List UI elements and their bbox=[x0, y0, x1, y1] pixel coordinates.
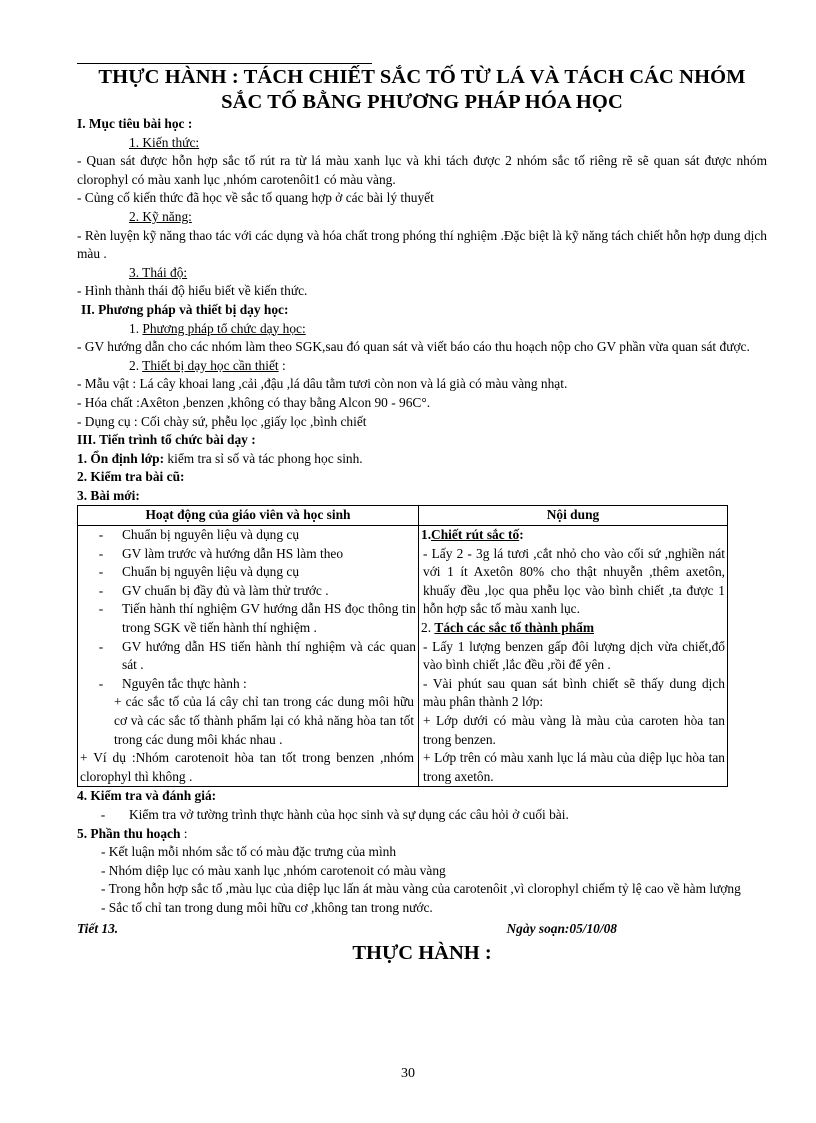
lesson-footer bbox=[77, 920, 767, 939]
document-page bbox=[77, 60, 767, 963]
lesson-table bbox=[77, 505, 728, 787]
attitude-label: 3. Thái độ: bbox=[129, 264, 188, 280]
bullet-dash: - bbox=[100, 806, 106, 822]
section-1-heading: I. Mục tiêu bài học : bbox=[77, 116, 193, 131]
stabilize-class-label: 1. Ổn định lớp: bbox=[77, 450, 165, 466]
activity-item bbox=[80, 563, 416, 582]
extraction-heading bbox=[421, 526, 725, 545]
harvest-item: - Nhóm diệp lục có màu xanh lục ,nhóm carotenoit có màu vàng bbox=[101, 862, 446, 878]
harvest-item: - Kết luận mỗi nhóm sắc tố có màu đặc trưng của mình bbox=[101, 844, 397, 860]
extraction-text: - Lấy 2 - 3g lá tươi ,cắt nhỏ cho vào cối sứ ,nghiền nát với 1 ít Axetôn 80% cho thật nhuyễn ,thêm axetôn, khuấy đều ,lọc qua phễu lọc vào bình chiết ,ta được 1 hỗn hợp sắc tố màu xanh lục. bbox=[423, 545, 725, 617]
equipment-colon: : bbox=[278, 357, 286, 373]
section-3-heading: III. Tiến trình tổ chức bài dạy : bbox=[77, 432, 256, 448]
extraction-label: Chiết rút sắc tố bbox=[431, 527, 520, 543]
attitude-paragraph-1: - Hình thành thái độ hiểu biết về kiến thức. bbox=[77, 283, 308, 299]
stabilize-class-row bbox=[77, 450, 767, 469]
extraction-number: 1. bbox=[421, 527, 432, 543]
page-number: 30 bbox=[401, 1066, 415, 1081]
method-paragraph-1: - GV hướng dẫn cho các nhóm làm theo SGK,sau đó quan sát và viết báo cáo thu hoạch nộp cho GV phần vừa quan sát được. bbox=[77, 339, 750, 355]
activity-text: Chuẩn bị nguyên liệu và dụng cụ bbox=[122, 564, 300, 580]
separation-number: 2. bbox=[421, 620, 432, 636]
title-line-2: SẮC TỐ BẰNG PHƯƠNG PHÁP HÓA HỌC bbox=[221, 91, 623, 113]
method-label: Phương pháp tổ chức dạy học: bbox=[142, 320, 306, 336]
skills-label-row bbox=[77, 208, 767, 227]
bullet-dash: - bbox=[98, 527, 104, 543]
activity-text: GV làm trước và hướng dẫn HS làm theo bbox=[122, 545, 344, 561]
old-lesson-check-heading: 2. Kiểm tra bài cũ: bbox=[77, 469, 185, 485]
knowledge-paragraph-2: - Củng cố kiến thức đã học về sắc tố quang hợp ở các bài lý thuyết bbox=[77, 190, 434, 206]
bullet-dash: - bbox=[98, 582, 104, 598]
stabilize-class-text: kiểm tra sỉ số và tác phong học sinh. bbox=[164, 450, 363, 466]
content-cell bbox=[419, 526, 728, 787]
method-number: 1. bbox=[129, 320, 140, 336]
separation-label: Tách các sắc tố thành phẩm bbox=[434, 620, 594, 636]
activity-text: Nguyên tắc thực hành : bbox=[122, 675, 247, 691]
attitude-label-row bbox=[77, 264, 767, 283]
assessment-item bbox=[77, 806, 767, 825]
separation-lower-layer: + Lớp dưới có màu vàng là màu của caroten hòa tan trong benzen. bbox=[423, 713, 725, 747]
section-4-heading: 4. Kiểm tra và đánh giá: bbox=[77, 788, 217, 804]
next-lesson-title: THỰC HÀNH : bbox=[352, 942, 492, 965]
equipment-paragraph-2: - Hóa chất :Axêton ,benzen ,không có thay bằng Alcon 90 - 96C°. bbox=[77, 394, 431, 410]
example-note: + Ví dụ :Nhóm carotenoit hòa tan tốt trong benzen ,nhóm clorophyl thì không . bbox=[80, 750, 414, 784]
principle-note: + các sắc tố của lá cây chỉ tan trong các dung môi hữu cơ và các sắc tố thành phẩm lại có khả năng hòa tan tốt trong các dung môi khác nhau . bbox=[114, 694, 414, 747]
skills-label: 2. Kỹ năng: bbox=[129, 208, 192, 224]
harvest-item: - Trong hỗn hợp sắc tố ,màu lục của diệp lục lấn át màu vàng của carotenôit ,vì clorophyl chiếm tỷ lệ cao về hàm lượng bbox=[101, 881, 741, 897]
separation-upper-layer: + Lớp trên có màu xanh lục lá màu của diệp lục hòa tan trong axetôn. bbox=[423, 750, 725, 784]
harvest-item: - Sắc tố chỉ tan trong dung môi hữu cơ ,không tan trong nước. bbox=[101, 899, 433, 915]
equipment-label-row bbox=[77, 357, 767, 376]
knowledge-paragraph-1: - Quan sát được hỗn hợp sắc tố rút ra từ lá màu xanh lục và khi tách được 2 nhóm sắc tố riêng rẽ sẽ quan sát được nhóm clorophyl có màu xanh lục ,nhóm carotenôit1 có màu vàng. bbox=[77, 153, 767, 187]
knowledge-label-row bbox=[77, 134, 767, 153]
activity-item bbox=[80, 526, 416, 545]
title-line-1: THỰC HÀNH : TÁCH CHIẾT SẮC TỐ TỪ LÁ VÀ TÁCH CÁC NHÓM bbox=[98, 66, 746, 88]
table-row bbox=[78, 526, 728, 787]
equipment-paragraph-1: - Mẫu vật : Lá cây khoai lang ,cải ,đậu ,lá dâu tằm tươi còn non và lá già có màu vàng nhạt. bbox=[77, 376, 568, 392]
bullet-dash: - bbox=[98, 675, 104, 691]
equipment-number: 2. bbox=[129, 357, 140, 373]
separation-heading bbox=[421, 619, 725, 638]
activity-text: GV hướng dẫn HS tiến hành thí nghiệm và các quan sát . bbox=[122, 638, 416, 673]
activity-item bbox=[80, 675, 416, 694]
prep-date: Ngày soạn:05/10/08 bbox=[506, 920, 617, 936]
skills-paragraph-1: - Rèn luyện kỹ năng thao tác với các dụng và hóa chất trong phóng thí nghiệm .Đặc biệt là kỹ năng tách chiết hỗn hợp dung dịch màu . bbox=[77, 227, 767, 262]
activity-item bbox=[80, 545, 416, 564]
section-5-heading-row bbox=[77, 825, 767, 844]
activity-item bbox=[80, 582, 416, 601]
assessment-text: Kiểm tra vở tường trình thực hành của học sinh và sự dụng các câu hỏi ở cuối bài. bbox=[129, 806, 569, 822]
equipment-label: Thiết bị dạy học cần thiết bbox=[142, 357, 279, 373]
method-label-row bbox=[77, 320, 767, 339]
section-2-heading: II. Phương pháp và thiết bị dạy học: bbox=[81, 301, 289, 317]
section-5-heading: 5. Phần thu hoạch bbox=[77, 825, 181, 841]
activity-item bbox=[80, 600, 416, 637]
new-lesson-heading: 3. Bài mới: bbox=[77, 487, 140, 503]
table-header-content: Nội dung bbox=[419, 506, 728, 526]
section-5-colon: : bbox=[180, 825, 188, 841]
extraction-colon: : bbox=[519, 527, 524, 543]
knowledge-label: 1. Kiến thức: bbox=[129, 134, 200, 150]
activity-item bbox=[80, 638, 416, 675]
activity-text: Chuẩn bị nguyên liệu và dụng cụ bbox=[122, 527, 300, 543]
separation-step-2: - Vài phút sau quan sát bình chiết sẽ thấy dung dịch màu phân thành 2 lớp: bbox=[423, 675, 725, 710]
equipment-paragraph-3: - Dụng cụ : Cối chày sứ, phễu lọc ,giấy lọc ,bình chiết bbox=[77, 413, 367, 429]
document-title bbox=[77, 65, 767, 115]
separation-step-1: - Lấy 1 lượng benzen gấp đôi lượng dịch vừa chiết,đổ vào bình chiết ,lắc đều ,rồi để yên . bbox=[423, 638, 725, 673]
table-header-activities: Hoạt động của giáo viên và học sinh bbox=[78, 506, 419, 526]
bullet-dash: - bbox=[98, 601, 104, 617]
bullet-dash: - bbox=[98, 638, 104, 654]
bullet-dash: - bbox=[98, 564, 104, 580]
table-header-row bbox=[78, 506, 728, 526]
activities-cell bbox=[78, 526, 419, 787]
bullet-dash: - bbox=[98, 545, 104, 561]
activity-text: GV chuẩn bị đầy đủ và làm thử trước . bbox=[122, 582, 329, 598]
period-label: Tiết 13. bbox=[77, 920, 119, 936]
activity-text: Tiến hành thí nghiệm GV hướng dẫn HS đọc thông tin trong SGK về tiến hành thí nghiệm . bbox=[122, 601, 416, 636]
